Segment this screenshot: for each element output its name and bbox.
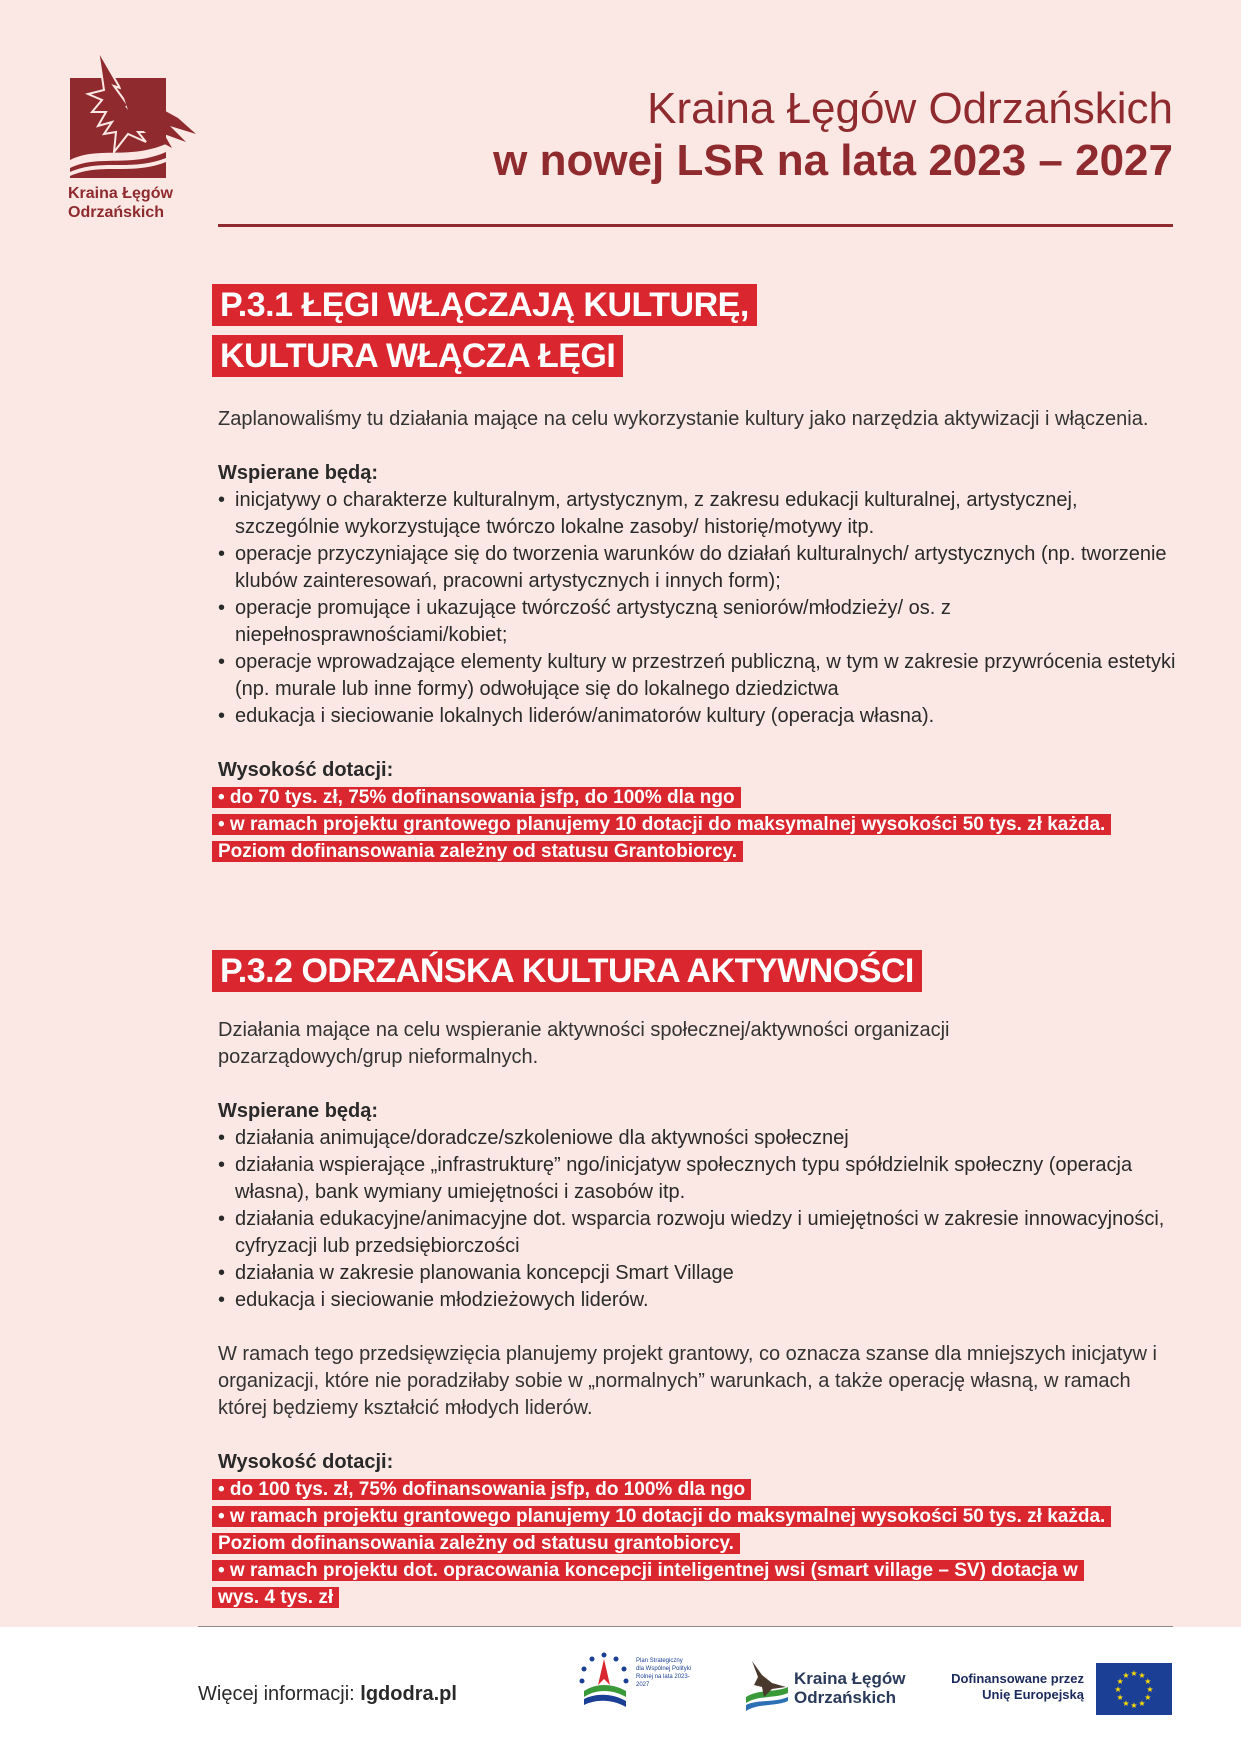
eu-star-icon: ★ [1116, 1693, 1124, 1702]
psp-logo [574, 1649, 704, 1713]
section2-title: P.3.2 ODRZAŃSKA KULTURA AKTYWNOŚCI [212, 950, 922, 992]
eu-star-icon: ★ [1146, 1685, 1154, 1694]
eu-star-icon: ★ [1130, 1701, 1138, 1710]
footer [0, 1627, 1241, 1754]
section2-grant-label: Wysokość dotacji: [218, 1451, 394, 1473]
more-info-link[interactable]: lgdodra.pl [360, 1683, 457, 1705]
list-item: • operacje przyczyniające się do tworzenia warunków do działań kulturalnych/ artystycznych (np. tworzenie klubów zainteresowań, pracowni artystycznych i innych form); [218, 541, 1178, 595]
section1-title-line1: P.3.1 ŁĘGI WŁĄCZAJĄ KULTURĘ, [212, 284, 757, 326]
footer-eagle-icon [742, 1657, 792, 1713]
section1-title-line2: KULTURA WŁĄCZA ŁĘGI [212, 335, 623, 377]
grant-item: • w ramach projektu grantowego planujemy 10 dotacji do maksymalnej wysokości 50 tys. zł każda. Poziom dofinansowania zależny od statusu Grantobiorcy. [212, 814, 1111, 862]
eu-line2: Unię Europejską [982, 1687, 1084, 1702]
eu-star-icon: ★ [1114, 1685, 1122, 1694]
eu-star-icon: ★ [1138, 1671, 1146, 1681]
list-item: • działania wspierające „infrastrukturę” ngo/inicjatyw społecznych typu spółdzielnik społeczny (operacja własna), bank wymiany umiejętności i zasobów itp. [218, 1152, 1135, 1206]
grant-item: • w ramach projektu grantowego planujemy 10 dotacji do maksymalnej wysokości 50 tys. zł każda. Poziom dofinansowania zależny od statusu grantobiorcy. [212, 1506, 1111, 1554]
page-title [493, 84, 1173, 188]
section2-grant-list [218, 1476, 1178, 1611]
section-p32 [218, 950, 1178, 1611]
section1-intro: Zaplanowaliśmy tu działania mające na celu wykorzystanie kultury jako narzędzia aktywizacji i włączenia. [218, 408, 1149, 430]
eu-star-icon: ★ [1138, 1698, 1146, 1708]
footer-logo-line2: Odrzańskich [794, 1688, 897, 1707]
list-item: • działania w zakresie planowania koncepcji Smart Village [218, 1260, 1178, 1287]
section1-grant-list [218, 784, 1178, 865]
section2-grant-paragraph: W ramach tego przedsięwzięcia planujemy projekt grantowy, co oznacza szanse dla mniejszych inicjatyw i organizacji, które nie poradziłaby sobie w „normalnych” warunkach, a także operację własną, w ramach której będziemy kształcić młodych liderów. [218, 1343, 1157, 1419]
eu-star-icon: ★ [1144, 1693, 1152, 1702]
list-item: • edukacja i sieciowanie lokalnych liderów/animatorów kultury (operacja własna). [218, 703, 1178, 730]
list-item: • operacje promujące i ukazujące twórczość artystyczną seniorów/młodzieży/ os. z niepełnosprawnościami/kobiet; [218, 595, 1075, 649]
section2-supported-label: Wspierane będą: [218, 1100, 379, 1122]
grant-item: • w ramach projektu dot. opracowania koncepcji inteligentnej wsi (smart village – SV) dotacja w wys. 4 tys. zł [212, 1560, 1084, 1608]
eagle-logo-icon [68, 48, 200, 180]
title-line1: Kraina Łęgów Odrzańskich [647, 84, 1173, 133]
logo-text-line2: Odrzańskich [68, 204, 165, 221]
section2-intro: Działania mające na celu wspieranie aktywności społecznej/aktywności organizacji pozarządowych/grup nieformalnych. [218, 1019, 950, 1068]
footer-brand-logo [742, 1657, 912, 1713]
eu-star-icon: ★ [1122, 1671, 1130, 1681]
list-item: • edukacja i sieciowanie młodzieżowych liderów. [218, 1287, 1178, 1314]
section1-supported-label: Wspierane będą: [218, 462, 379, 484]
list-item: • działania animujące/doradcze/szkoleniowe dla aktywności społecznej [218, 1125, 1178, 1152]
brand-logo [68, 48, 218, 222]
section2-bullet-list [218, 1125, 1178, 1314]
section1-bullet-list [218, 487, 1178, 730]
eu-star-icon: ★ [1130, 1669, 1138, 1678]
more-info [198, 1683, 457, 1706]
list-item: • inicjatywy o charakterze kulturalnym, artystycznym, z zakresu edukacji kulturalnej, artystycznej, szczególnie wykorzystujące twórczo lokalne zasoby/ historię/motywy itp. [218, 487, 1178, 541]
eu-line1: Dofinansowane przez [951, 1671, 1084, 1686]
eu-flag-icon [1096, 1663, 1172, 1715]
section-p31 [218, 284, 1178, 865]
section1-grant-label: Wysokość dotacji: [218, 759, 394, 781]
list-item: • operacje wprowadzające elementy kultury w przestrzeń publiczną, w tym w zakresie przywrócenia estetyki (np. murale lub inne formy) odwołujące się do lokalnego dziedzictwa [218, 649, 1178, 703]
list-item: • działania edukacyjne/animacyjne dot. wsparcia rozwoju wiedzy i umiejętności w zakresie innowacyjności, cyfryzacji lub przedsiębiorczości [218, 1206, 1175, 1260]
eu-star-icon: ★ [1116, 1677, 1124, 1686]
header-divider [218, 224, 1173, 227]
psp-emblem-icon [574, 1649, 634, 1713]
psp-text: Plan Strategiczny dla Wspólnej Polityki Rolnej na lata 2023-2027 [636, 1658, 692, 1688]
eu-star-icon: ★ [1122, 1698, 1130, 1708]
logo-text-line1: Kraina Łęgów [68, 185, 173, 202]
grant-item: • do 100 tys. zł, 75% dofinansowania jsfp, do 100% dla ngo [212, 1479, 751, 1500]
eu-star-icon: ★ [1144, 1677, 1152, 1686]
eu-funding-text [924, 1671, 1084, 1703]
more-info-label: Więcej informacji: [198, 1683, 355, 1705]
grant-item: • do 70 tys. zł, 75% dofinansowania jsfp, do 100% dla ngo [212, 787, 741, 808]
title-line2: w nowej LSR na lata 2023 – 2027 [493, 136, 1173, 185]
footer-logo-line1: Kraina Łęgów [794, 1669, 906, 1688]
